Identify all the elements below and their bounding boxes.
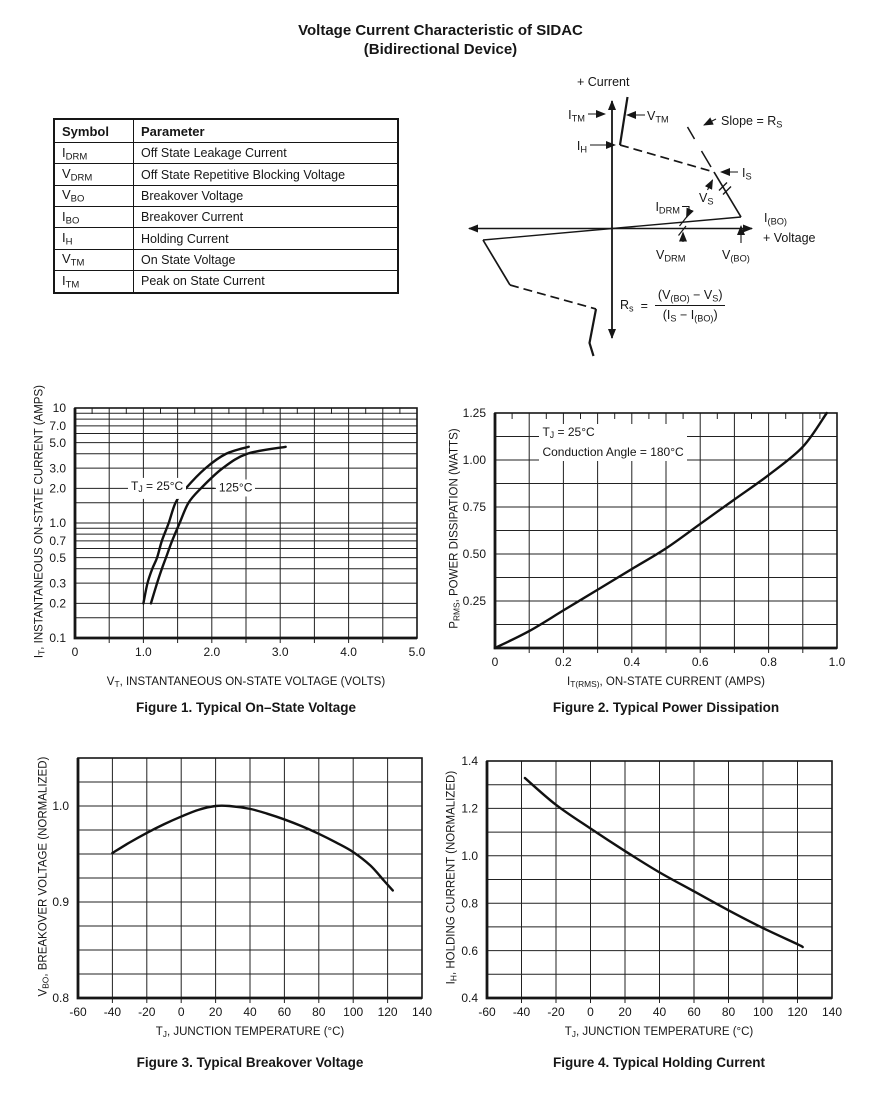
x-axis-label: $T_J$, JUNCTION TEMPERATURE (°C) [155,1026,345,1040]
idrm-slash-2 [679,226,687,236]
figure-caption: Figure 3. Typical Breakover Voltage [136,1055,364,1070]
ih-label: $I_H$ [576,139,587,155]
chart-annotation [539,424,686,461]
y-tick-label: 0.3 [49,576,66,591]
x-tick-label: 100 [343,1005,364,1019]
idrm-bracket [682,207,689,213]
x-tick-label: 80 [312,1005,326,1019]
figure-caption: Figure 1. Typical On–State Voltage [135,700,357,715]
x-tick-label: 120 [787,1005,808,1019]
x-tick-label: -40 [103,1005,122,1019]
formula-denominator: $(I_S - I_{(BO)})$ [662,308,718,324]
vtm-label: $V_{TM}$ [647,109,669,125]
figure-caption: Figure 2. Typical Power Dissipation [552,700,780,715]
ibo-label: $I_{(BO)}$ [764,211,788,227]
x-tick-label: 0.4 [623,655,641,669]
vs-label: $V_S$ [699,191,714,207]
x-tick-label: 1.0 [828,655,846,669]
parameter-cell: Breakover Voltage [134,185,399,206]
vs-pointer-arrow [708,180,713,190]
table-row [54,185,398,206]
y-tick-label: 0.6 [461,943,478,958]
y-axis-label: $I_H$, HOLDING CURRENT (NORMALIZED) [445,770,459,985]
x-tick-label: 0.6 [691,655,709,669]
y-tick-label: 7.0 [49,419,66,434]
x-axis-label: $V_T$, INSTANTANEOUS ON-STATE VOLTAGE (VOLTS) [106,676,386,690]
chart-figure-4 [432,742,881,1054]
formula-lhs: $R_s$ [620,298,634,314]
annotation-line: $T_J = 25^\circ C$ [131,479,184,495]
y-tick-label: 3.0 [49,461,66,476]
symbol-cell: $I_{DRM}$ [54,143,134,164]
tick-labels [49,401,425,659]
x-tick-label: 0.8 [760,655,777,669]
slope-pointer-arrow [704,119,716,125]
x-tick-label: 20 [618,1005,632,1019]
table-row [54,143,398,164]
x-tick-label: 40 [243,1005,257,1019]
x-tick-label: -20 [547,1005,565,1019]
gridlines [75,408,417,643]
x-tick-label: 0 [71,645,79,659]
table-row [54,207,398,228]
page-title [0,21,881,59]
x-tick-label: 5.0 [408,645,426,659]
x-tick-label: 80 [721,1005,736,1019]
x-tick-label: -20 [138,1005,156,1019]
x-tick-label: 2.0 [203,645,221,659]
x-tick-label: 60 [687,1005,701,1019]
x-tick-label: 20 [208,1005,223,1019]
x-tick-label: 1.0 [135,645,152,659]
y-tick-label: 0.2 [49,596,66,611]
tick-labels [461,754,842,1019]
chart-figure-1 [20,392,441,704]
formula-fraction [655,288,726,324]
gridlines [487,761,832,1003]
x-tick-label: 0 [587,1005,594,1019]
y-tick-label: 1.0 [49,516,66,531]
y-tick-label: 1.2 [461,801,478,816]
gridlines [78,758,422,1003]
annotation-line: Conduction Angle = 180°C [542,445,684,460]
y-tick-label: 10 [52,401,66,416]
current-axis-label: + Current [577,75,630,89]
chart-annotation [128,478,186,498]
formula-equals: = [640,298,648,313]
title-line-2: (Bidirectional Device) [363,41,518,58]
symbol-cell: $V_{BO}$ [54,185,134,206]
formula-numerator: $(V_{(BO)} - V_S)$ [655,288,726,306]
x-tick-label: 140 [821,1005,843,1019]
y-tick-label: 0.9 [52,895,69,910]
symbol-cell: $V_{TM}$ [54,249,134,270]
slope-label: Slope = $R_S$ [721,114,783,130]
y-axis-label: $I_T$, INSTANTANEOUS ON-STATE CURRENT (AMPS) [33,385,47,659]
y-tick-label: 1.25 [462,406,486,421]
y-tick-label: 0.5 [49,550,66,565]
x-tick-label: 140 [411,1005,433,1019]
table-row [54,228,398,249]
x-tick-label: 0 [491,655,499,669]
x-tick-label: 120 [377,1005,398,1019]
y-tick-label: 0.4 [461,991,478,1006]
slope-sample-dash [688,127,695,139]
symbol-cell: $V_{DRM}$ [54,164,134,185]
chart-annotation [216,480,256,497]
on-state-line-q1 [620,97,628,145]
x-tick-label: 0.2 [555,655,572,669]
x-tick-label: 0 [177,1005,185,1019]
voltage-axis-label: + Voltage [763,231,816,245]
x-axis-label: $T_J$, JUNCTION TEMPERATURE (°C) [564,1026,754,1040]
on-state-line-q3 [590,309,597,356]
symbol-cell: $I_{BO}$ [54,207,134,228]
annotation-line: 125°C [218,480,253,495]
x-tick-label: -40 [512,1005,531,1019]
y-tick-label: 0.50 [462,547,486,562]
vbo-label: $V_{(BO)}$ [722,248,750,264]
y-tick-label: 1.0 [461,849,478,863]
x-tick-label: 60 [277,1005,292,1019]
rs-formula [620,288,725,324]
column-header-symbol: Symbol [54,119,134,143]
switching-line-q3 [483,240,510,285]
y-tick-label: 2.0 [49,481,66,496]
is-label: $I_S$ [742,166,752,182]
chart-figure-3 [23,742,445,1054]
switching-line-q1 [714,172,741,217]
x-axis-label: $I_{T(RMS)}$, ON-STATE CURRENT (AMPS) [567,676,765,690]
itm-label: $I_{TM}$ [568,108,585,124]
parameter-cell: Off State Leakage Current [134,143,399,164]
table-row [54,271,398,293]
x-tick-label: -60 [478,1005,496,1019]
idrm-label: $I_{DRM}$ [655,200,680,216]
slope-extension-dash [702,151,712,167]
parameter-cell: On State Voltage [134,249,399,270]
parameter-cell: Breakover Current [134,207,399,228]
y-axis-label: $V_{BO}$, BREAKOVER VOLTAGE (NORMALIZED) [37,756,51,997]
y-tick-label: 5.0 [49,435,66,450]
x-tick-label: 100 [752,1005,774,1019]
parameter-cell: Peak on State Current [134,271,399,293]
x-tick-label: 3.0 [271,645,289,659]
y-tick-label: 0.1 [49,631,66,646]
title-line-1: Voltage Current Characteristic of SIDAC [298,22,583,39]
curve-figure-1-series-1 [151,447,286,604]
symbol-cell: $I_{TM}$ [54,271,134,293]
vi-characteristic-diagram [450,60,881,372]
parameter-cell: Off State Repetitive Blocking Voltage [134,164,399,185]
y-tick-label: 0.75 [462,500,486,515]
annotation-line: $T_J = 25^\circ C$ [542,425,595,441]
x-tick-label: -60 [69,1005,87,1019]
table-row [54,249,398,270]
figure-caption: Figure 4. Typical Holding Current [552,1055,766,1070]
y-axis-label: $P_{RMS}$, POWER DISSIPATION (WATTS) [448,428,462,629]
symbol-cell: $I_H$ [54,228,134,249]
curve-figure-4-series-0 [525,778,803,947]
parameter-table [53,118,399,294]
tick-labels [52,799,432,1019]
parameter-cell: Holding Current [134,228,399,249]
y-tick-label: 0.8 [461,896,478,911]
x-tick-label: 4.0 [340,645,357,659]
negative-resistance-dash-q3 [510,285,596,309]
vdrm-label: $V_{DRM}$ [656,248,686,264]
column-header-parameter: Parameter [134,119,399,143]
table-header-row [54,119,398,143]
y-tick-label: 1.4 [461,754,478,769]
y-tick-label: 1.0 [52,799,69,814]
y-tick-label: 0.8 [52,991,69,1006]
x-tick-label: 40 [652,1005,667,1019]
negative-resistance-dash-q1 [620,145,714,172]
y-tick-label: 0.7 [49,534,66,549]
table-row [54,164,398,185]
y-tick-label: 1.00 [462,453,486,468]
y-tick-label: 0.25 [462,594,486,609]
